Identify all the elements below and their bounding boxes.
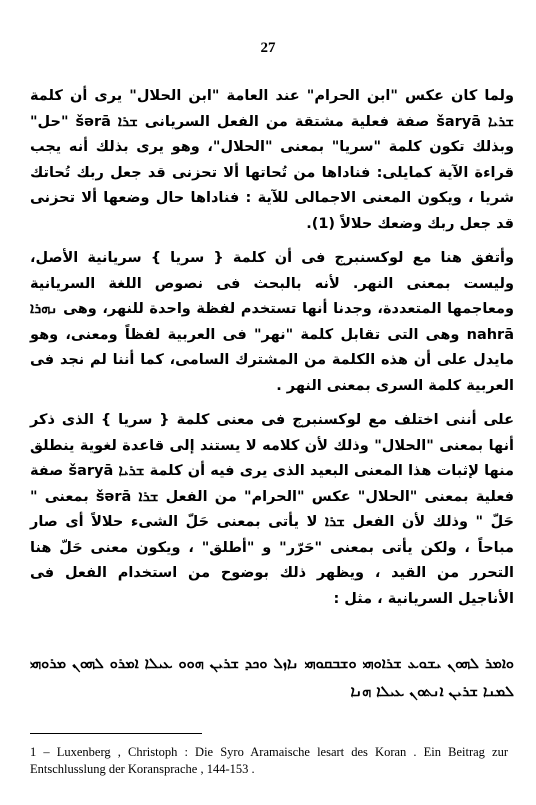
paragraph: ولما كان عكس "ابن الحرام" عند العامة "ابن الحلال" يرى أن كلمة ܫܪܝܐ šaryā صفة فعلية مشتقة من الفعل السريانى ܫܪܐ šərā "حل" وبذلك تكون كلمة "سريا" بمعنى "الحلال"، وهو يرى بذلك أنه يجب قراءة الآية كمايلى: فناداها من تُحاتها ألا تحزنى قد جعل ربك تُحاتك شريا ، ويكون المعنى الاجمالى للآية : فناداها حال وضعها ألا تحزنى قد جعل ربك وضعك حلالاً (1). [30,88,514,232]
syriac-quote: ܘܐܡܪ ܠܗܘܢ ܝܫܘܥ ܫܪܐܘܗܝ ܘܫܒܩܘܗܝ ܢܐܙܠ ܘܟܕ ܫܪܝܢ ܗܘܘ ܥܝܠܐ ܐܡܪܘ ܠܗܘܢ ܡܪܘܗܝ ܠܡܢܐ ܫܪܝܢ ܐܢܬܘܢ ܥܝܠܐ ܗܢܐ [30,656,514,700]
body-text [30,84,514,612]
paragraph: وأتفق هنا مع لوكسنبرج فى أن كلمة { سريا } سريانية الأصل، وليست بمعنى النهر. لأنه بالبحث فى نصوص اللغة السريانية ومعاجمها المتعددة، وجدنا أنها تستخدم لفظة واحدة للنهر، وهى ܢܗܪܐ nahrā وهى التى تقابل كلمة "نهر" فى العربية لفظاً ومعنى، وهو مايدل على أن هذه الكلمة من المشترك السامى، كما أننا لم نجد فى العربية كلمة السرى بمعنى النهر . [30,250,514,394]
footnote: 1 – Luxenberg , Christoph : Die Syro Aramaische lesart des Koran . Ein Beitrag zur Entschlusslung der Koransprache , 144-153 . [30,745,508,776]
page-number: 27 [260,40,276,56]
paragraph: على أننى اختلف مع لوكسنبرج فى معنى كلمة { سريا } الذى ذكر أنها بمعنى "الحلال" وذلك لأن كلامه لا يستند إلى قاعدة لغوية ينطلق منها لإثبات هذا المعنى البعيد الذى يرى فيه أن كلمة ܫܪܝܐ šaryā صفة فعلية بمعنى "الحلال" عكس "الحرام" من الفعل ܫܪܐ šərā بمعنى " حَلّ " وذلك لأن الفعل ܫܪܐ لا يأتى بمعنى حَلّ الشىء حلالاً أى صار مباحاً ، ولكن يأتى بمعنى "حَرّر" و "أطلق" ، ويكون معنى حَلّ هنا التحرر من القيد ، ويظهر ذلك بوضوح من استخدام الفعل فى الأناجيل السريانية ، مثل : [30,412,514,607]
footnote-divider [30,733,202,734]
